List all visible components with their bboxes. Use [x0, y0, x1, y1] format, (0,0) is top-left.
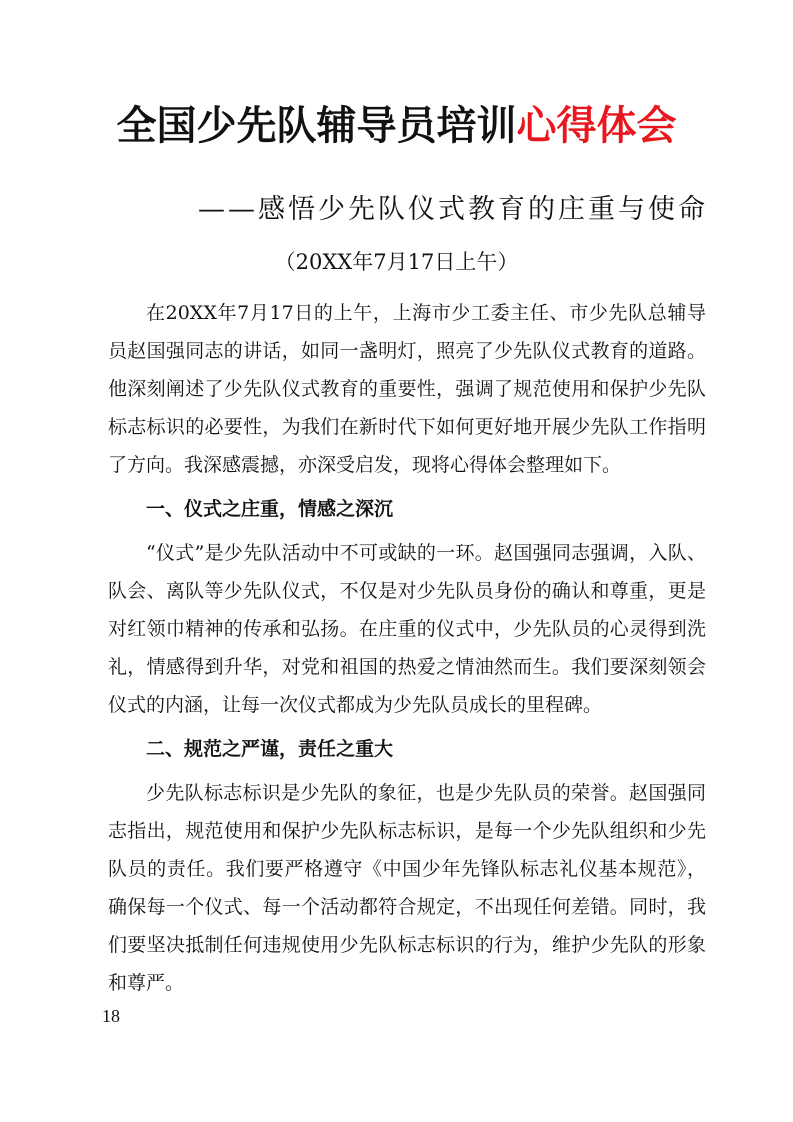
- section-paragraph-1: “仪式”是少先队活动中不可或缺的一环。赵国强同志强调，入队、队会、离队等少先队仪式，不仅是对少先队员身份的确认和尊重，更是对红领巾精神的传承和弘扬。在庄重的仪式中，少先队员的心灵得到洗礼，情感得到升华，对党和祖国的热爱之情油然而生。我们要深刻领会仪式的内涵，让每一次仪式都成为少先队员成长的里程碑。: [108, 542, 706, 716]
- document-dateline: （20XX年7月17日上午）: [274, 250, 519, 274]
- section-heading-1: 一、仪式之庄重，情感之深沉: [146, 498, 394, 520]
- document-subtitle: ——感悟少先队仪式教育的庄重与使命: [198, 194, 708, 225]
- document-body: [108, 294, 706, 1002]
- title-main: 全国少先队辅导员培训: [116, 103, 517, 149]
- section-paragraph-2: 少先队标志标识是少先队的象征，也是少先队员的荣誉。赵国强同志指出，规范使用和保护少先队标志标识，是每一个少先队组织和少先队员的责任。我们要严格遵守《中国少年先锋队标志礼仪基本规范》，确保每一个仪式、每一个活动都符合规定，不出现任何差错。同时，我们要坚决抵制任何违规使用少先队标志标识的行为，维护少先队的形象和尊严。: [108, 782, 706, 994]
- section-heading-2: 二、规范之严谨，责任之重大: [146, 738, 394, 760]
- document-title: [0, 98, 793, 154]
- title-accent: 心得体会: [516, 103, 677, 149]
- page-number: 18: [102, 1006, 120, 1026]
- intro-paragraph: 在20XX年7月17日的上午，上海市少工委主任、市少先队总辅导员赵国强同志的讲话，如同一盏明灯，照亮了少先队仪式教育的道路。他深刻阐述了少先队仪式教育的重要性，强调了规范使用和保护少先队标志标识的必要性，为我们在新时代下如何更好地开展少先队工作指明了方向。我深感震撼，亦深受启发，现将心得体会整理如下。: [108, 302, 706, 476]
